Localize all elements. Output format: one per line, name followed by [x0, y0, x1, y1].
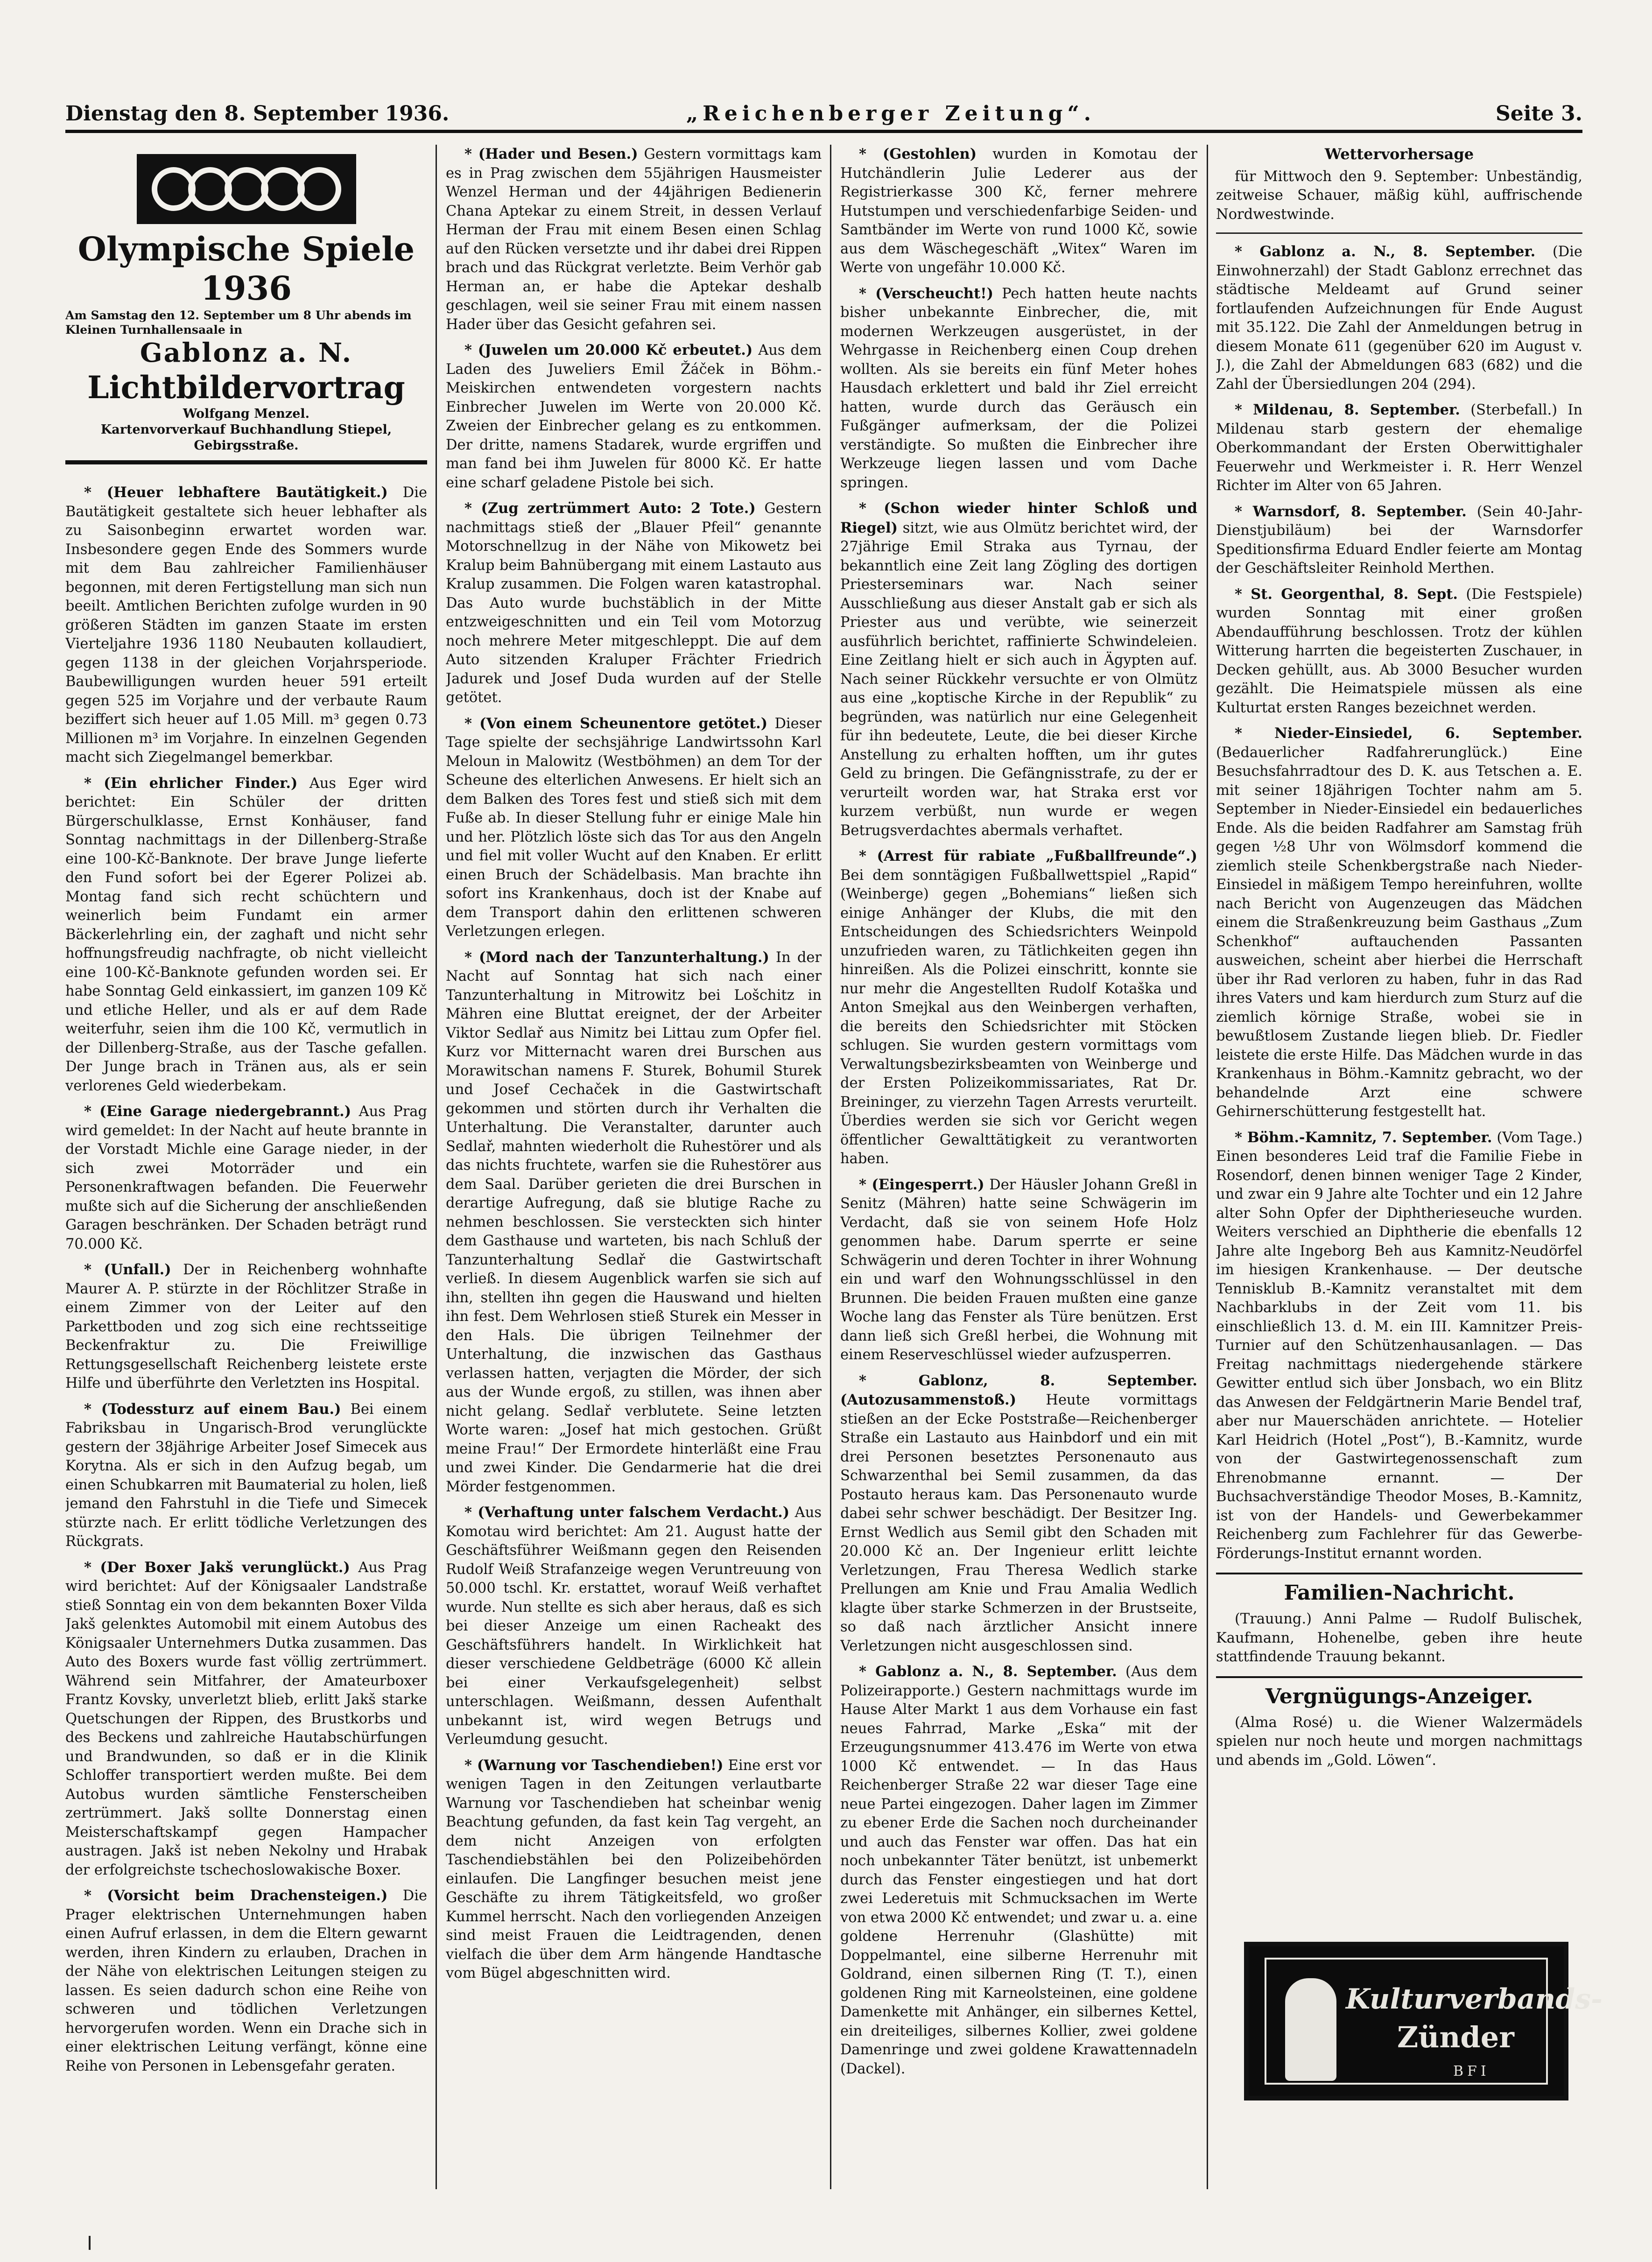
column-rule [1207, 145, 1208, 2189]
ad-event: Lichtbildervortrag [87, 369, 405, 406]
article-heading: * (Gestohlen) [859, 146, 977, 162]
article-body: (Sterbefall.) In Mildenau starb gestern der ehemalige Oberkommandant der Ersten Oberwittighaler Feuerwehr und Werkmeister i. R. Herr Wenzel Richter im Alter von 65 Jahren. [1216, 402, 1582, 494]
article-heading: * (Hader und Besen.) [464, 146, 638, 162]
article-body: Der in Reichenberg wohnhafte Maurer A. P. stürzte in der Röchlitzer Straße in einem Zimmer von der Leiter auf den Parkettboden und zog sich eine rechtsseitige Beckenfraktur zu. Die Freiwillige Rettungsgesellschaft Reichenberg leistete erste Hilfe und überführte den Verletzten ins Hospital. [65, 1262, 427, 1391]
article-body: Bei dem sonntägigen Fußballwettspiel „Rapid“ (Weinberge) gegen „Bohemians“ ließen sich einige Anhänger der Klubs, die mit den Entscheidungen des Schiedsrichters Weinpold unzufrieden waren, zu Tätlichkeiten gegen ihn hinreißen. Als die Polizei einschritt, konnte sie nur mehr die Angestellten Rudolf Kotaška und Anton Smejkal aus den Weinbergen verhaften, die bereits den Schiedsrichter mit Stöcken schlugen. Sie wurden gestern vormittags vom Verwaltungsbezirksbeamten von Weinberge und der Ersten Polizeikommissariates, Rat Dr. Breininger, zu vierzehn Tagen Arrests verurteilt. Überdies werden sie sich vor Gericht wegen öffentlicher Gewalttätigkeit zu verantworten haben. [840, 867, 1197, 1167]
article-heading: * (Todessturz auf einem Bau.) [84, 1400, 341, 1418]
news-article [446, 714, 822, 941]
newspaper-title: „Reichenberger Zeitung“. [686, 102, 1096, 126]
article-list [65, 483, 427, 2076]
column-2 [446, 145, 822, 2189]
ad-title: Olympische Spiele 1936 [77, 230, 415, 308]
weather-heading: Wettervorhersage [1324, 145, 1474, 163]
family-news: (Trauung.) Anni Palme — Rudolf Bulischek, Kaufmann, Hohenelbe, geben ihre heute stattfindende Trauung bekannt. [1216, 1611, 1582, 1665]
ad-speaker: Wolfgang Menzel. [183, 407, 310, 421]
page-number: Seite 3. [1495, 102, 1582, 126]
page-mark [89, 2236, 91, 2250]
article-heading: * (Heuer lebhaftere Bautätigkeit.) [84, 484, 388, 501]
ad-presale: Kartenvorverkauf Buchhandlung Stiepel, Gebirgsstraße. [100, 422, 392, 453]
article-heading: * (Eingesperrt.) [859, 1176, 984, 1193]
article-heading: * (Verhaftung unter falschem Verdacht.) [464, 1504, 790, 1521]
article-heading: * Gablonz a. N., 8. September. [859, 1663, 1117, 1680]
issue-date: Dienstag den 8. September 1936. [65, 102, 450, 126]
article-body: wurden in Komotau der Hutchändlerin Julie Lederer aus der Registrierkasse 300 Kč, ferner mehrere Hutstumpen und verschiedenfarbige Seiden- und Samtbänder im Werte von rund 1000 Kč, sowie aus dem Wäschegeschäft „Witex“ Waren im Werte von ungefähr 10.000 Kč. [840, 146, 1197, 276]
article-heading: * (Eine Garage niedergebrannt.) [84, 1103, 351, 1120]
article-body: Bei einem Fabriksbau in Ungarisch-Brod verunglückte gestern der 38jährige Arbeiter Josef Simecek aus Korytna. Als er sich in den Aufzug begab, um einen Schubkarren mit Baumaterial zu holen, ließ jemand den Fahrstuhl in die Tiefe und Simecek stürzte nach. Er erlitt tödliche Verletzungen des Rückgrats. [65, 1401, 427, 1550]
article-heading: * (Unfall.) [84, 1261, 171, 1278]
article-heading: * Gablonz, 8. September. (Autozusammenstoß.) [840, 1372, 1197, 1408]
news-article [1216, 1128, 1582, 1564]
article-body: Die Bautätigkeit gestaltete sich heuer lebhafter als zu Saisonbeginn erwartet worden war. Insbesondere gegen Ende des Sommers wurde mit dem Bau zahlreicher Familienhäuser begonnen, mit deren Fertigstellung man sich nun beeilt. Amtlichen Berichten zufolge wurden in 90 größeren Städten im ganzen Staate im ersten Vierteljahre 1936 1180 Neubauten kollaudiert, gegen 1138 in der gleichen Vorjahrsperiode. Baubewilligungen wurden heuer 591 erteilt gegen 525 im Vorjahre und der verbaute Raum beziffert sich heuer auf 1.05 Mill. m³ gegen 0.73 Millionen m³ im Vorjahre. In einzelnen Gegenden macht sich Ziegelmangel bemerkbar. [65, 485, 427, 766]
news-article [840, 1371, 1197, 1656]
article-body: Gestern nachmittags stieß der „Blauer Pfeil“ genannte Motorschnellzug in der Nähe von Mikowetz bei Kralup beim Bahnübergang mit einem Lastauto aus Kralup zusammen. Die Folgen waren katastrophal. Das Auto wurde buchstäblich in der Mitte entzweigeschnitten und ein Teil vom Motorzug noch mehrere Meter mitgeschleppt. Die auf dem Auto sitzenden Kraluper Frächter Friedrich Jadurek und Josef Duda wurden auf der Stelle getötet. [446, 500, 822, 706]
news-article [840, 1662, 1197, 2079]
news-article [840, 499, 1197, 840]
article-heading: * Mildenau, 8. September. [1235, 401, 1460, 418]
entertainment-heading: Vergnügungs-Anzeiger. [1216, 1676, 1582, 1710]
article-heading: * St. Georgenthal, 8. Sept. [1235, 585, 1458, 603]
ad-subtitle: Am Samstag den 12. September um 8 Uhr abends im Kleinen Turnhallensaale in [65, 309, 412, 337]
article-heading: * (Juwelen um 20.000 Kč erbeutet.) [464, 342, 753, 358]
news-article [65, 1558, 427, 1880]
article-body: Eine erst vor wenigen Tagen in den Zeitungen verlautbarte Warnung vor Taschendieben hat scheinbar wenig Beachtung gefunden, da fast kein Tag vergeht, an dem nicht Anzeigen von erfolgten Taschendiebstählen bei den Polizeibehörden einlaufen. Die Langfinger besuchen meist jene Geschäfte zu ihrem Tätigkeitsfeld, wo großer Kummel herrscht. Nach den vorliegenden Anzeigen sind meist Frauen die Leidtragenden, denen vielfach die über dem Arm hängende Handtasche vom Bügel abgeschnitten wird. [446, 1757, 822, 1981]
article-heading: * (Zug zertrümmert Auto: 2 Tote.) [464, 500, 756, 517]
article-body: Aus Komotau wird berichtet: Am 21. August hatte der Geschäftsführer Weißmann gegen den Reisenden Rudolf Weiß Strafanzeige wegen Veruntreuung von 50.000 tschl. Kr. erstattet, worauf Weiß verhaftet wurde. Nun stellte es sich aber heraus, daß es sich bei dieser Anzeige um einen Racheakt des Geschäftsführers handelt. In Wirklichkeit hat dieser verschiedene Geldbeträge (6000 Kč allein bei einer Verkaufsgelegenheit) selbst unterschlagen. Weißmann, dessen Aufenthalt unbekannt ist, wird wegen Betrugs und Verleumdung gesucht. [446, 1504, 822, 1748]
olympics-advertisement [65, 154, 427, 464]
article-body: In der Nacht auf Sonntag hat sich nach einer Tanzunterhaltung in Mitrowitz bei Lošchitz in Mähren eine Bluttat ereignet, der der Arbeiter Viktor Sedlař aus Nimitz bei Littau zum Opfer fiel. Kurz vor Mitternacht waren drei Burschen aus Morawitschan namens F. Sturek, Bohumil Sturek und Josef Cechaček in die Gastwirtschaft gekommen und störten durch ihr Verhalten die Unterhaltung. Die Veranstalter, darunter auch Sedlař, mahnten wiederholt die Ruhestörer und als das nichts fruchtete, warfen sie die Ruhestörer aus dem Saal. Darüber gerieten die drei Burschen in derartige Aufregung, daß sie blutige Rache zu nehmen beschlossen. Sie versteckten sich hinter dem Gasthause und warteten, bis nach Schluß der Tanzunterhaltung Sedlař die Gastwirtschaft verließ. In diesem Augenblick warfen sie sich auf ihn, stellten ihn gegen die Hauswand und hielten ihn fest. Dem Wehrlosen stieß Sturek ein Messer in den Hals. Die übrigen Teilnehmer der Unterhaltung, die inzwischen das Gasthaus verlassen hatten, verjagten die Mörder, der sich aus der Wunde ergoß, zu stillen, was ihnen aber nicht gelang. Sedlař verblutete. Seine letzten Worte waren: „Josef hat mich gestochen. Grüßt meine Frau!“ Der Ermordete hinterläßt eine Frau und zwei Kinder. Die Gendarmerie hat die drei Mörder festgenommen. [446, 949, 822, 1495]
news-article [446, 948, 822, 1497]
article-heading: * (Mord nach der Tanzunterhaltung.) [464, 948, 769, 966]
news-article [446, 1756, 822, 1983]
article-body: Aus Prag wird gemeldet: In der Nacht auf heute brannte in der Vorstadt Michle eine Garage nieder, in der sich zwei Motorräder und ein Personenkraftwagen befanden. Die Feuerwehr mußte sich auf die Sicherung der anschließenden Garagen beschränken. Der Schaden beträgt rund 70.000 Kč. [65, 1103, 427, 1252]
figure-silhouette-icon [1285, 1978, 1336, 2081]
news-article [1216, 242, 1582, 394]
news-article [840, 847, 1197, 1169]
divider [1216, 232, 1582, 234]
weather-forecast: für Mittwoch den 9. September: Unbeständig, zeitweise Schauer, mäßig kühl, auffrischende Nordwestwinde. [1216, 168, 1582, 223]
article-body: (Die Einwohnerzahl) der Stadt Gablonz errechnet das städtische Meldeamt auf Grund seiner fortlaufenden Aufzeichnungen für Ende August mit 35.122. Die Zahl der Anmeldungen betrug in diesem Monate 611 (gegenüber 620 im August v. J.), die Zahl der Abmeldungen 683 (682) und die Zahl der Übersiedlungen 204 (294). [1216, 244, 1582, 393]
news-article [1216, 502, 1582, 578]
article-heading: * Gablonz a. N., 8. September. [1235, 243, 1536, 260]
article-list [1216, 242, 1582, 1563]
article-heading: * Nieder-Einsiedel, 6. September. [1235, 725, 1582, 742]
ad-frame [1265, 1958, 1603, 2085]
news-article [840, 284, 1197, 493]
column-3 [840, 145, 1197, 2189]
column-rule [436, 145, 437, 2189]
article-body: Heute vormittags stießen an der Ecke Poststraße—Reichenberger Straße ein Lastauto aus Hainbdorf und ein mit drei Personen besetztes Personenauto aus Schwarzenthal bei Semil zusammen, da das Postauto heraus kam. Das Personenauto wurde dabei sehr schwer beschädigt. Der Besitzer Ing. Ernst Wedlich aus Semil gibt den Schaden mit 20.000 Kč an. Der Ingenieur erlitt leichte Verletzungen, Frau Theresa Wedlich starke Prellungen am Knie und Frau Amalia Wedlich klagte über starke Schmerzen in der Brustseite, so daß nach ärztlicher Ansicht innere Verletzungen nicht ausgeschlossen sind. [840, 1392, 1197, 1654]
ad-line-1: Kulturverbands- [1346, 1983, 1603, 2016]
article-body: (Sein 40-Jahr-Dienstjubiläum) bei der Warnsdorfer Speditionsfirma Eduard Endler feierte am Montag der Geschäftsleiter Reinhold Merthen. [1216, 503, 1582, 576]
article-heading: * (Ein ehrlicher Finder.) [84, 774, 298, 792]
article-heading: * (Warnung vor Taschendieben!) [464, 1756, 724, 1774]
article-body: sitzt, wie aus Olmütz berichtet wird, der 27jährige Emil Straka aus Tyrnau, der bekanntlich eine Zeit lang Zögling des dortigen Priesterseminars war. Nach seiner Ausschließung aus dieser Anstalt gab er sich als Priester aus und verübte, wie seinerzeit ausführlich berichtet, raffinierte Schwindeleien. Eine Zeitlang hielt er sich auch in Ägypten auf. Nach seiner Rückkehr versuchte er von Olmütz aus eine „koptische Kirche in der Republik“ zu begründen, was natürlich nur eine Gelegenheit für ihn bedeutete, Leute, die bei dieser Kirche Anstellung zu erhalten hofften, um ihr gutes Geld zu bringen. Die Gefängnisstrafe, zu der er verurteilt worden war, hat Straka erst vor kurzem verbüßt, nun wurde er wegen Betrugsverdachtes abermals verhaftet. [840, 520, 1197, 839]
article-heading: * Böhm.-Kamnitz, 7. September. [1235, 1129, 1492, 1146]
column-4 [1216, 145, 1582, 2189]
news-article [65, 1102, 427, 1254]
article-heading: * Warnsdorf, 8. September. [1235, 503, 1467, 520]
ad-line-2: Zünder [1397, 2020, 1514, 2054]
article-body: (Vom Tage.) Einen besonderes Leid traf die Familie Fiebe in Rosendorf, denen binnen weniger Tage 2 Kinder, und zwar ein 9 Jahre alte Tochter und ein 12 Jahre alter Sohn Opfer der Diphtherieseuche wurden. Weiters verschied an Diphtherie die ebenfalls 12 Jahre alte Ingeborg Beh aus Kamnitz-Neudörfel im hiesigen Krankenhause. — Der deutsche Tennisklub B.-Kamnitz veranstaltet mit dem Nachbarklubs in der Zeit vom 11. bis einschließlich 13. d. M. ein III. Kamnitzer Preis-Turnier auf den Schützenhausanlagen. — Das Freitag nachmittags niedergehende stärkere Gewitter entlud sich über Jonsbach, wo ein Blitz das Anwesen der Feldgärtnerin Marie Bendel traf, aber nur Mauerschäden anrichtete. — Hotelier Karl Heidrich (Hotel „Post“), B.-Kamnitz, wurde von der Gastwirtegenossenschaft zum Ehrenobmanne ernannt. — Der Buchsachverständige Theodor Moses, B.-Kamnitz, ist von der Handels- und Gewerbekammer Reichenberg zum Fachlehrer für das Gewerbe-Förderungs-Institut ernannt worden. [1216, 1129, 1582, 1562]
news-article [1216, 585, 1582, 718]
article-body: Dieser Tage spielte der sechsjährige Landwirtssohn Karl Meloun in Malowitz (Westböhmen) an dem Tor der Scheune des elterlichen Anwesens. Er hielt sich an dem Balken des Tores fest und stieß sich mit dem Fuße ab. In dieser Stellung fuhr er einige Male hin und her. Plötzlich löste sich das Tor aus den Angeln und fiel mit voller Wucht auf den Knaben. Er erlitt einen Bruch der Schädelbasis. Man brachte ihn sofort ins Krankenhaus, doch ist der Knabe auf dem Transport dahin den erlittenen schweren Verletzungen erlegen. [446, 715, 822, 940]
article-body: (Aus dem Polizeirapporte.) Gestern nachmittags wurde im Hause Alter Markt 1 aus dem Vorhause ein fast neues Fahrrad, Marke „Eska“ mit der Erzeugungsnummer 413.476 im Werte von etwa 1000 Kč entwendet. — In das Haus Reichenberger Straße 22 war dieser Tage eine neue Partei eingezogen. Daher lagen im Zimmer zu ebener Erde die Sachen noch durcheinander und auch das Fenster war offen. Das hat ein noch unbekannter Täter benützt, ist unbemerkt durch das Fenster eingestiegen und hat dort zwei Lederetuis mit Schmucksachen im Werte von etwa 2000 Kč entwendet; und zwar u. a. eine goldene Herrenuhr (Glashütte) mit Doppelmantel, eine silberne Herrenuhr mit Goldrand, einen silbernen Ring (T. T.), einen goldenen Ring mit Karneolsteinen, eine goldene Damenkette mit Anhänger, ein silbernes Kettel, ein dreiteiliges, silbernes Kollier, zwei goldene Damenringe und zwei goldene Krawattennadeln (Dackel). [840, 1664, 1197, 2077]
article-heading: * (Schon wieder hinter Schloß und Riegel) [840, 500, 1197, 536]
entertainment-notice: (Alma Rosé) u. die Wiener Walzermädels spielen nur noch heute und morgen nachmittags und abends im „Gold. Löwen“. [1216, 1714, 1582, 1769]
news-article [840, 1175, 1197, 1365]
article-body: Die Prager elektrischen Unternehmungen haben einen Aufruf erlassen, in dem die Eltern gewarnt werden, ihren Kindern zu erlauben, Drachen in der Nähe von elektrischen Leitungen steigen zu lassen. Es seien dadurch schon eine Reihe von schweren und tödlichen Verletzungen hervorgerufen worden. Wenn ein Drache sich in einer elektrischen Leitung verfängt, könne eine Reihe von Personen in Lebensgefahr geraten. [65, 1888, 427, 2074]
column-1 [65, 145, 427, 2189]
ad-line-3: BFI [1453, 2063, 1490, 2079]
news-article [446, 341, 822, 492]
news-article [65, 483, 427, 767]
article-body: Aus Eger wird berichtet: Ein Schüler der dritten Bürgerschulklasse, Ernst Konhäuser, fand Sonntag nachmittags in der Dillenberg-Straße eine 100-Kč-Banknote. Der brave Junge lieferte den Fund sofort bei der Egerer Polizei ab. Montag fand sich recht schüchtern und weinerlich beim Fundamt ein armer Bäckerlehrling ein, der zaghaft und nicht sehr hoffnungsfreudig nachfragte, ob nicht vielleicht eine 100-Kč-Banknote gefunden worden sei. Er habe Sonntag Geld einkassiert, im ganzen 109 Kč und etliche Heller, und als er auf dem Rade weiterfuhr, seien ihm die 100 Kč, vermutlich in der Dillenberg-Straße, aus der Tasche gefallen. Der Junge brach in Tränen aus, als er sein verlorenes Geld wiederbekam. [65, 775, 427, 1094]
article-heading: * (Arrest für rabiate „Fußballfreunde“.) [859, 848, 1197, 864]
news-article [65, 774, 427, 1096]
news-article [1216, 724, 1582, 1122]
article-body: Pech hatten heute nachts bisher unbekannte Einbrecher, die, mit modernen Werkzeugen ausgerüstet, in der Wehrgasse in Reichenberg einen Coup drehen wollten. Als sie bereits ein fünf Meter hohes Hausdach erklettert und bald ihr Ziel erreicht hatten, wurde durch das Geräusch ein Fußgänger aufmerksam, der die Polizei verständigte. So mußten die Einbrecher ihre Werkzeuge liegen lassen und vom Dache springen. [840, 285, 1197, 491]
family-news-heading: Familien-Nachricht. [1216, 1573, 1582, 1606]
article-heading: * (Vorsicht beim Drachensteigen.) [84, 1887, 388, 1904]
article-body: Aus dem Laden des Juweliers Emil Žáček in Böhm.-Meiskirchen entwendeten vorgestern nachts Einbrecher Juwelen im Werte von 20.000 Kč. Zweien der Einbrecher gelang es zu entkommen. Der dritte, namens Stadarek, wurde ergriffen und man fand bei ihm Juwelen für 8000 Kč. Er hatte eine scharf geladene Pistole bei sich. [446, 342, 822, 491]
news-article [840, 145, 1197, 278]
article-body: (Die Festspiele) wurden Sonntag mit einer großen Abendaufführung beschlossen. Trotz der kühlen Witterung harrten die begeisterten Zuschauer, in Decken gehüllt, aus. Ab 3000 Besucher wurden gezählt. Die Heimatspiele müssen als eine Kulturtat ersten Ranges bezeichnet werden. [1216, 586, 1582, 716]
article-heading: * (Verscheucht!) [859, 285, 994, 302]
ad-place: Gablonz a. N. [140, 337, 353, 368]
article-heading: * (Der Boxer Jakš verunglückt.) [84, 1559, 350, 1576]
article-body: Gestern vormittags kam es in Prag zwischen dem 55jährigen Hausmeister Wenzel Herman und der 44jährigen Bedienerin Chana Aptekar zu einem Streit, in dessen Verlauf Herman der Frau mit einem Besen einen Schlag auf den Rücken versetzte und ihr dabei drei Rippen brach und das Rückgrat verletzte. Beim Verhör gab Herman an, er habe die Aptekar deshalb geschlagen, weil sie seiner Frau mit einem nassen Hader über das Gesicht gefahren sei. [446, 146, 822, 333]
article-list [446, 145, 822, 1983]
news-article [65, 1886, 427, 2076]
news-article [446, 145, 822, 334]
article-heading: * (Von einem Scheunentore getötet.) [464, 715, 768, 732]
column-rule [830, 145, 831, 2189]
news-article [446, 499, 822, 708]
matches-advertisement [1244, 1942, 1603, 2100]
masthead [65, 102, 1582, 133]
news-article [65, 1260, 427, 1393]
news-article [65, 1400, 427, 1552]
article-list [840, 145, 1197, 2079]
news-article [446, 1503, 822, 1749]
article-body: Aus Prag wird berichtet: Auf der Königsaaler Landstraße stieß Sonntag ein von dem bekannten Boxer Vilda Jakš gelenktes Automobil mit einem Autobus des Königsaaler Unternehmers Dutka zusammen. Das Auto des Boxers wurde fast völlig zertrümmert. Während sein Mitfahrer, der Amateurboxer Frantz Kovsky, unverletzt blieb, erlitt Jakš starke Quetschungen der Rippen, des Brustkorbs und des Beckens und zahlreiche Hautabschürfungen und Brandwunden, so daß er in die Klinik Schloffer transportiert werden mußte. Bei dem Autobus wurden sämtliche Fensterscheiben zertrümmert. Jakš sollte Donnerstag einen Meisterschaftskampf gegen Hampacher austragen. Jakš ist neben Nekolny und Hrabak der erfolgreichste tschechoslowakische Boxer. [65, 1559, 427, 1878]
news-article [1216, 400, 1582, 496]
olympic-rings-icon [137, 154, 356, 224]
article-body: Der Häusler Johann Greßl in Senitz (Mähren) hatte seine Schwägerin im Verdacht, daß sie von seinem Hofe Holz genommen habe. Darum sperrte er seine Schwägerin und deren Tochter in ihrer Wohnung ein und warf den Wohnungsschlüssel in den Brunnen. Die beiden Frauen mußten eine ganze Woche lang das Fenster als Türe benützen. Erst dann ließ sich Greßl herbei, die Wohnung mit einem Reserveschlüssel wieder aufzusperren. [840, 1176, 1197, 1363]
article-body: (Bedauerlicher Radfahrerunglück.) Eine Besuchsfahrradtour des D. K. aus Tetschen a. E. mit seiner 18jährigen Tochter nahm am 5. September in Nieder-Einsiedel ein bedauerliches Ende. Als die beiden Radfahrer am Samstag früh gegen ½8 Uhr von Wölmsdorf kommend die ziemlich steile Schenkbergstraße nach Nieder-Einsiedel in mäßigem Tempo hereinfuhren, wollte nach Bericht von Augenzeugen das Mädchen einem die Straßenkreuzung beim Gasthaus „Zum Schenkhof“ auftauchenden Passanten ausweichen, scheint aber hierbei die Herrschaft über ihr Rad verloren zu haben, fuhr in das Rad ihres Vaters und kam hierdurch zum Sturz auf die ziemlich körnige Straße, wobei sie in bewußtlosem Zustande liegen blieb. Dr. Fiedler leistete die erste Hilfe. Das Mädchen wurde in das Krankenhaus in Böhm.-Kamnitz gebracht, wo der behandelnde Arzt eine schwere Gehirnerschütterung festgestellt hat. [1216, 744, 1582, 1120]
